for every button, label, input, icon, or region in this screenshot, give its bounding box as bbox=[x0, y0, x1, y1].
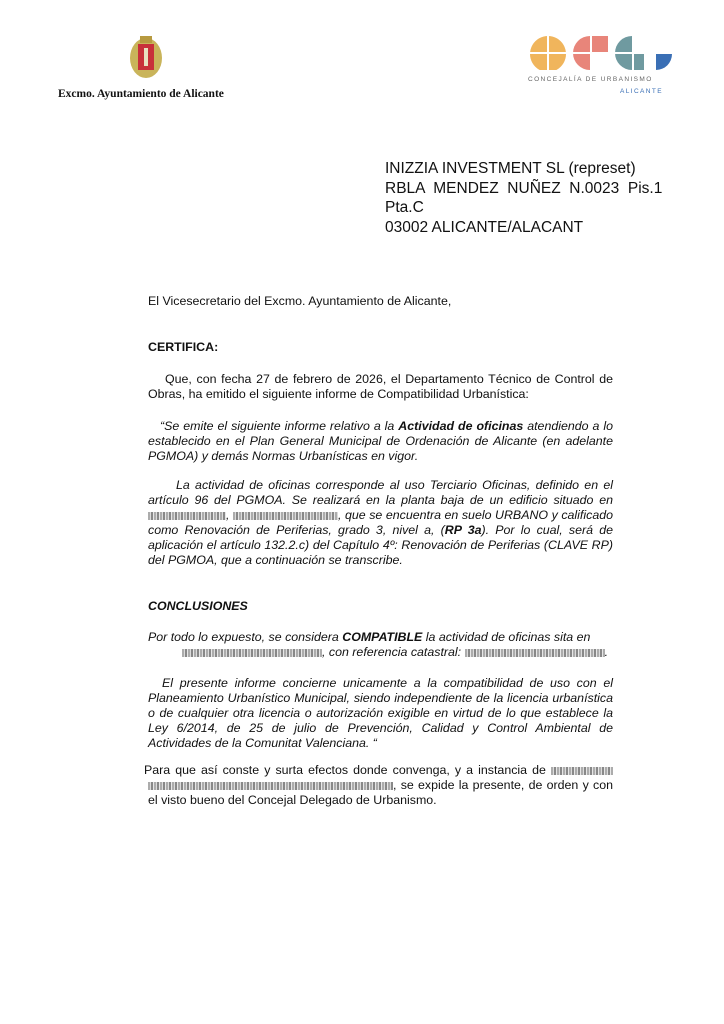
text: La actividad de oficinas corresponde al uso Terciario Oficinas, definido en el artículo 96 del PGMOA. Se realizará en la planta baja de un edificio situado en bbox=[148, 478, 613, 507]
recipient-city: 03002 ALICANTE/ALACANT bbox=[385, 218, 584, 236]
paragraph-conclusion bbox=[148, 630, 613, 660]
zoning-code: RP 3a bbox=[444, 523, 482, 537]
text: , con referencia catastral: bbox=[322, 645, 465, 659]
text: la actividad de oficinas sita en bbox=[422, 630, 591, 644]
text: atendiendo a lo establecido en el Plan General Municipal de Ordenación de Alicante (en adelante PGMOA) y demás Normas Urbanísticas en vigor. bbox=[148, 419, 613, 463]
city-council-name: Excmo. Ayuntamiento de Alicante bbox=[58, 88, 224, 100]
paragraph-activity: La actividad de oficinas corresponde al uso Terciario Oficinas, definido en el artículo 96 del PGMOA. Se realizará en la planta baja de un edificio situado en , , que se encuentra en suelo URBANO y calificado como Renovación de Periferias, grado 3, nivel a, (RP 3a). Por lo cual, será de aplicación el artículo 132.2.c) del Capítulo 4º: Renovación de Periferias (CLAVE RP) del PGMOA, que a continuación se transcribe. bbox=[148, 478, 614, 567]
urbanism-department-logo bbox=[528, 34, 674, 70]
redacted-name bbox=[551, 767, 613, 775]
compatible-verdict: COMPATIBLE bbox=[342, 630, 423, 644]
conclusiones-heading: CONCLUSIONES bbox=[148, 599, 248, 613]
redacted-address bbox=[182, 649, 322, 657]
paragraph-que: Que, con fecha 27 de febrero de 2026, el Departamento Técnico de Control de Obras, ha emitido el siguiente informe de Compatibilidad Urbanística: bbox=[148, 372, 613, 401]
text: Por todo lo expuesto, se considera bbox=[148, 630, 343, 644]
certifica-heading: CERTIFICA: bbox=[148, 340, 219, 354]
city-coat-of-arms-logo bbox=[128, 32, 164, 82]
opening-line: El Vicesecretario del Excmo. Ayuntamiento de Alicante, bbox=[148, 294, 452, 308]
paragraph-quote bbox=[148, 419, 613, 464]
paragraph-scope: El presente informe concierne unicamente a la compatibilidad de uso con el Planeamiento Urbanístico Municipal, siendo independiente de la licencia urbanística o de cualquier otra licencia o autorización exigible en virtud de lo que establece la Ley 6/2014, de 25 de julio de Prevención, Calidad y Control Ambiental de Actividades de la Comunitat Valenciana. “ bbox=[148, 676, 613, 750]
activity-name: Actividad de oficinas bbox=[398, 419, 524, 433]
recipient-address-block bbox=[385, 159, 695, 237]
redacted-cadastral-reference bbox=[465, 649, 605, 657]
logo-text-city: ALICANTE bbox=[620, 88, 663, 95]
redacted-name bbox=[148, 782, 393, 790]
logo-text-department: CONCEJALÍA DE URBANISMO bbox=[528, 76, 653, 83]
text: , que se encuentra en suelo URBANO y calificado como Renovación de Periferias, grado 3, nivel a, ( bbox=[148, 508, 613, 537]
text: “Se emite el siguiente informe relativo a la bbox=[160, 419, 399, 433]
paragraph-closing bbox=[144, 763, 613, 808]
recipient-door: Pta.C bbox=[385, 199, 424, 216]
redacted-address bbox=[148, 512, 226, 520]
recipient-name: INIZZIA INVESTMENT SL (represet) bbox=[385, 160, 636, 177]
text: Para que así conste y surta efectos donde convenga, y a instancia de bbox=[144, 763, 551, 777]
text: , se expide la presente, de orden y con el visto bueno del Concejal Delegado de Urbanismo. bbox=[148, 778, 613, 807]
recipient-street: RBLA MENDEZ NUÑEZ N.0023 Pis.1 bbox=[385, 179, 663, 197]
redacted-address bbox=[233, 512, 338, 520]
text: . bbox=[604, 645, 609, 659]
text: ). Por lo cual, será de aplicación el artículo 132.2.c) del Capítulo 4º: Renovación de Periferias (CLAVE RP) del PGMOA, que a continuación se transcribe. bbox=[148, 523, 614, 567]
